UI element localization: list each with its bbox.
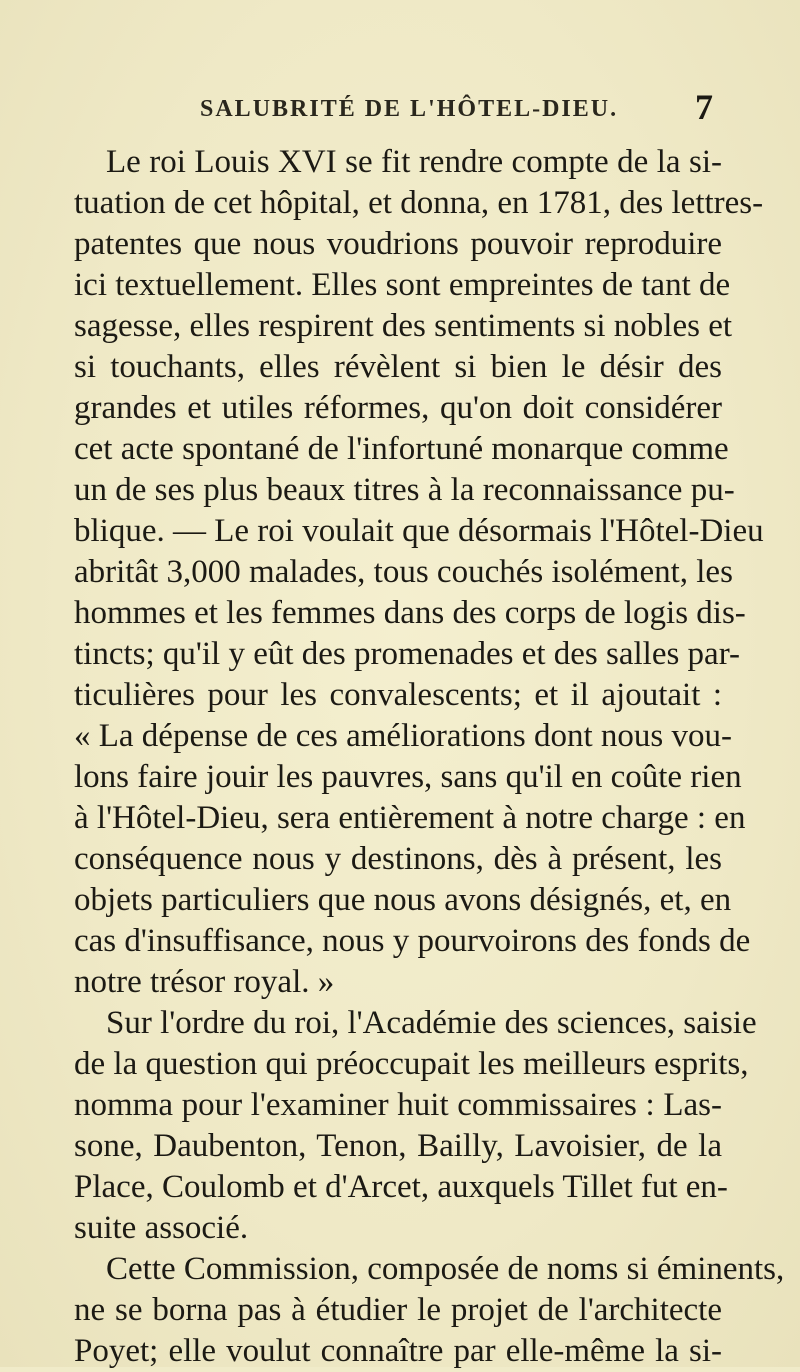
text-line: notre trésor royal. » [74, 964, 335, 1000]
text-line: grandes et utiles réformes, qu'on doit considérer [74, 390, 722, 426]
text-line: si touchants, elles révèlent si bien le désir des [74, 349, 722, 385]
text-line: tincts; qu'il y eût des promenades et des salles par- [74, 636, 741, 672]
text-line: lons faire jouir les pauvres, sans qu'il en coûte rien [74, 759, 742, 795]
text-line: Place, Coulomb et d'Arcet, auxquels Tillet fut en- [74, 1169, 728, 1205]
text-line: cas d'insuffisance, nous y pourvoirons des fonds de [74, 923, 751, 959]
body-text [74, 142, 785, 1372]
text-line: Poyet; elle voulut connaître par elle-même la si- [74, 1333, 722, 1369]
text-line: sone, Daubenton, Tenon, Bailly, Lavoisier, de la [74, 1128, 722, 1164]
text-line: « La dépense de ces améliorations dont nous vou- [74, 718, 732, 754]
text-line: Le roi Louis XVI se fit rendre compte de la si- [106, 144, 722, 180]
text-line: blique. — Le roi voulait que désormais l'Hôtel-Dieu [74, 513, 764, 549]
text-line: Cette Commission, composée de noms si éminents, [106, 1251, 785, 1287]
text-line: ici textuellement. Elles sont empreintes de tant de [74, 267, 731, 303]
text-line: patentes que nous voudrions pouvoir reproduire [74, 226, 722, 262]
text-line: objets particuliers que nous avons désignés, et, en [74, 882, 732, 918]
text-line: suite associé. [74, 1210, 249, 1246]
text-line: à l'Hôtel-Dieu, sera entièrement à notre charge : en [74, 800, 746, 836]
page-number: 7 [695, 87, 713, 127]
text-line: abritât 3,000 malades, tous couchés isolément, les [74, 554, 733, 590]
text-line: hommes et les femmes dans des corps de logis dis- [74, 595, 746, 631]
text-line: conséquence nous y destinons, dès à présent, les [74, 841, 722, 877]
text-line: cet acte spontané de l'infortuné monarque comme [74, 431, 729, 467]
text-line: nomma pour l'examiner huit commissaires : Las- [74, 1087, 722, 1123]
running-head: SALUBRITÉ DE L'HÔTEL-DIEU. [200, 96, 619, 122]
text-line: ne se borna pas à étudier le projet de l'architecte [74, 1292, 722, 1328]
text-line: Sur l'ordre du roi, l'Académie des sciences, saisie [106, 1005, 757, 1041]
text-line: de la question qui préoccupait les meilleurs esprits, [74, 1046, 749, 1082]
text-line: sagesse, elles respirent des sentiments si nobles et [74, 308, 733, 344]
text-line: ticulières pour les convalescents; et il ajoutait : [74, 677, 722, 713]
text-line: tuation de cet hôpital, et donna, en 1781, des lettres- [74, 185, 764, 221]
text-line: un de ses plus beaux titres à la reconnaissance pu- [74, 472, 735, 508]
